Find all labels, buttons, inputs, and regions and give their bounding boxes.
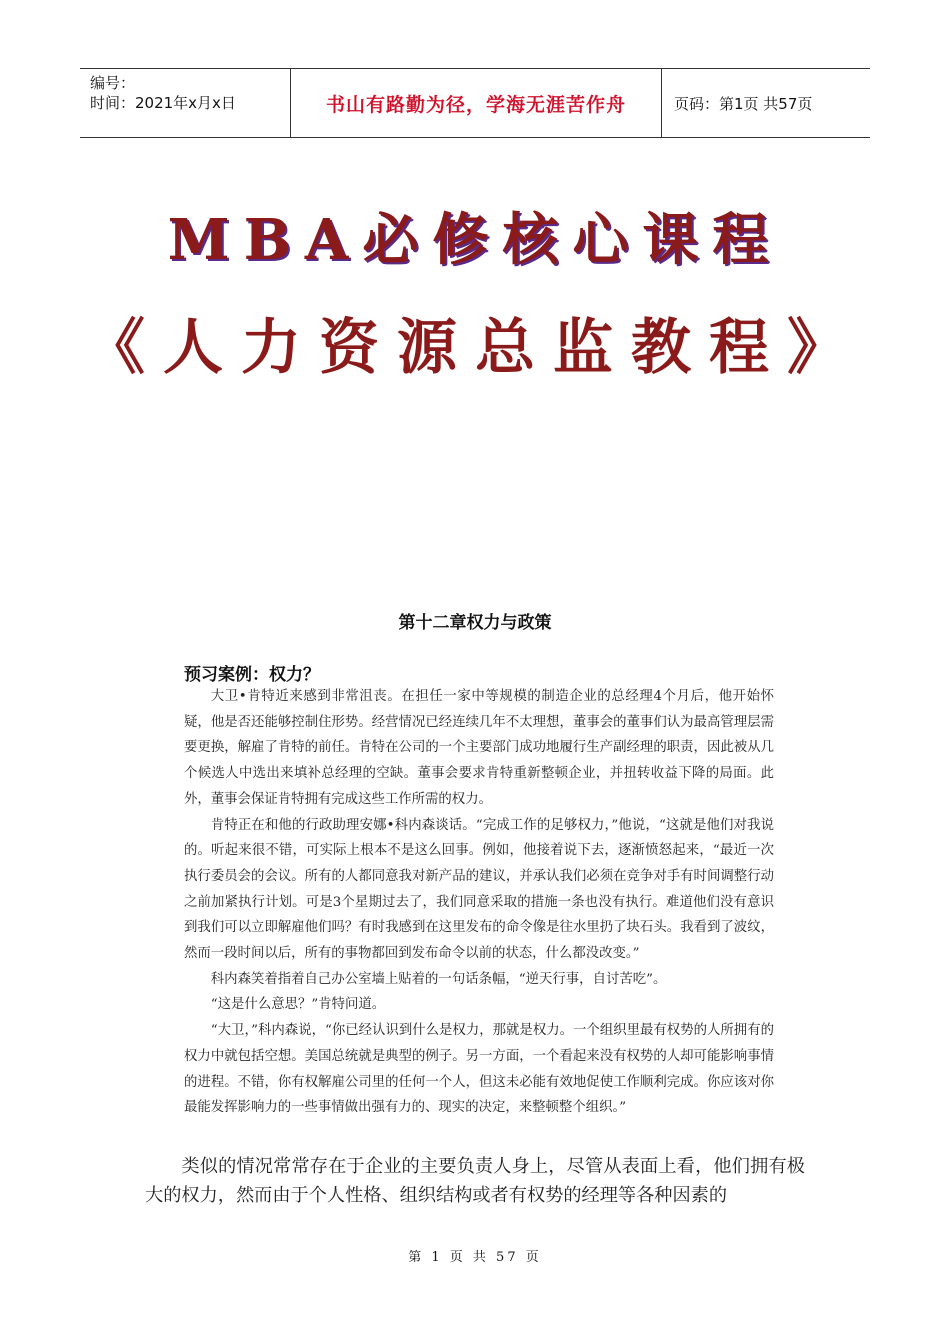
header-motto: 书山有路勤为径，学海无涯苦作舟 xyxy=(325,93,626,116)
document-title-line2: 《人力资源总监教程》 xyxy=(85,313,865,383)
page-footer: 第 1 页 共 57 页 xyxy=(408,1250,542,1265)
paragraph: “大卫，”科内森说，“你已经认识到什么是权力，那就是权力。一个组织里最有权势的人所拥有的权力中就包括空想。美国总统就是典型的例子。另一方面，一个看起来没有权势的人却可能影响事情的进程。不错，你有权解雇公司里的任何一个人，但这未必能有效地促使工作顺利完成。你应该对你最能发挥影响力的一些事情做出强有力的、现实的决定，来整顿整个组织。” xyxy=(184,1023,774,1116)
paragraph: “这是什么意思？”肯特问道。 xyxy=(210,997,386,1013)
paragraph: 肯特正在和他的行政助理安娜•科内森谈话。“完成工作的足够权力，”他说，“这就是他们对我说的。听起来很不错，可实际上根本不是这么回事。例如，他接着说下去，逐渐愤怒起来，“最近一次执行委员会的会议。所有的人都同意我对新产品的建议，并承认我们必须在竞争对手有时间调整行动之前加紧执行计划。可是3个星期过去了，我们同意采取的措施一条也没有执行。难道他们没有意识到我们可以立即解雇他们吗？有时我感到在这里发布的命令像是往水里扔了块石头。我看到了波纹，然而一段时间以后，所有的事物都回到发布命令以前的状态，什么都没改变。” xyxy=(184,817,774,962)
paragraph: 大卫•肯特近来感到非常沮丧。在担任一家中等规模的制造企业的总经理4个月后，他开始怀疑，他是否还能够控制住形势。经营情况已经连续几年不太理想，董事会的董事们认为最高管理层需要更换，解雇了肯特的前任。肯特在公司的一个主要部门成功地履行生产副经理的职责，因此被从几个候选人中选出来填补总经理的空缺。董事会要求肯特重新整顿企业，并扭转收益下降的局面。此外，董事会保证肯特拥有完成这些工作所需的权力。 xyxy=(184,689,774,807)
main-text xyxy=(145,1152,805,1210)
header-left-cell xyxy=(80,69,290,137)
document-number-label: 编号： xyxy=(90,74,136,92)
header-page-code: 页码：第1页 共57页 xyxy=(674,94,813,113)
page-header xyxy=(80,68,870,138)
header-page-cell xyxy=(662,69,870,137)
document-time-label: 时间：2021年x月x日 xyxy=(90,94,236,112)
document-title-line1: MBA必修核心课程 xyxy=(167,207,783,273)
paragraph: 科内森笑着指着自己办公室墙上贴着的一句话条幅，“逆天行事，自讨苦吃”。 xyxy=(210,971,667,987)
chapter-title: 第十二章权力与政策 xyxy=(398,613,552,633)
header-motto-cell xyxy=(290,69,662,137)
case-title: 预习案例：权力？ xyxy=(184,665,320,685)
case-body xyxy=(184,684,774,1121)
paragraph-large: 类似的情况常常存在于企业的主要负责人身上，尽管从表面上看，他们拥有极大的权力，然而由于个人性格、组织结构或者有权势的经理等各种因素的 xyxy=(145,1156,805,1206)
